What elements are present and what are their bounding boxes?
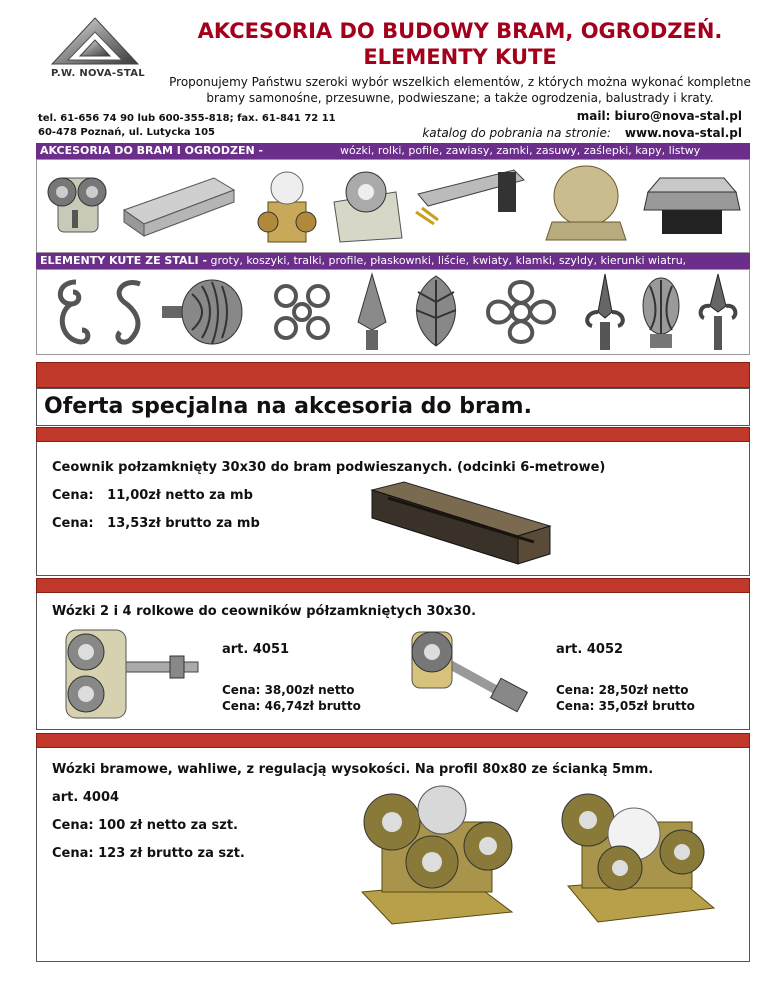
intro-text [160,74,760,106]
gate-roller-icon [252,162,322,248]
scroll-ornament-icon [46,274,96,350]
title-line-1: AKCESORIA DO BUDOWY BRAM, OGRODZEŃ. [197,19,723,43]
flower-ornament-icon [476,276,566,348]
divider-band [36,362,750,388]
gate-trolley-heading: Wózki bramowe, wahliwe, z regulacją wysokości. Na profil 80x80 ze ścianką 5mm. [52,762,654,777]
divider-band [36,578,750,593]
c-profile-rail-icon [118,170,240,242]
roller-trolley-icon [40,170,112,242]
forged-list: groty, koszyki, tralki, profile, płaskownki, liście, kwiaty, klamki, szyldy, kierunki wiatru, [210,254,687,267]
trolley-heading: Wózki 2 i 4 rolkowe do ceowników półzamkniętych 30x30. [52,604,477,619]
spear-fleur-icon [694,272,742,352]
title-line-2: ELEMENTY KUTE [363,45,557,69]
price-4004-net: Cena: 100 zł netto za szt. [52,818,238,833]
divider-band [36,427,750,442]
accessories-list: wózki, rolki, pofile, zawiasy, zamki, zasuwy, zaślepki, kapy, listwy [340,144,701,157]
forged-label: ELEMENTY KUTE ZE STALI - [40,254,208,267]
rosette-ornament-icon [262,276,342,348]
accessories-label: AKCESORIA DO BRAM I OGRODZEN - [40,144,264,157]
divider-band [36,733,750,748]
price-4052-net: Cena: 28,50zł netto [556,683,689,697]
contact-info [38,112,336,140]
art-4051: art. 4051 [222,642,290,657]
swing-trolley-icon [548,782,718,928]
trolley-4052-icon [398,622,544,722]
price-gross: 13,53zł brutto za mb [107,516,260,531]
address-text: 60-478 Poznań, ul. Lutycka 105 [38,127,216,138]
price-net: 11,00zł netto za mb [107,488,253,503]
price-4004-gross: Cena: 123 zł brutto za szt. [52,846,245,861]
finial-cone-icon [636,272,686,352]
price-label: Cena: [52,488,94,503]
price-4051-net: Cena: 38,00zł netto [222,683,355,697]
online-contact [422,108,742,142]
phone-text: tel. 61-656 74 90 lub 600-355-818; fax. 61-841 72 11 [38,113,336,124]
gate-wheel-bracket-icon [326,162,408,246]
price-label: Cena: [52,516,94,531]
website-link[interactable]: www.nova-stal.pl [624,126,742,140]
c-channel-icon [368,478,552,570]
offer-title: Oferta specjalna na akcesoria do bram. [44,394,532,419]
art-4052: art. 4052 [556,642,624,657]
price-net-row [52,488,253,503]
page-title [160,18,760,70]
leaf-ornament-icon [404,272,468,352]
spear-top-icon [350,272,394,352]
forged-elements-bar [36,253,750,269]
price-4052-gross: Cena: 35,05zł brutto [556,699,695,713]
channel-heading: Ceownik połzamknięty 30x30 do bram podwieszanych. (odcinki 6-metrowe) [52,460,606,475]
intro-line-1: Proponujemy Państwu szeroki wybór wszelkich elementów, z których można wykonać kompletne [169,75,751,89]
mail-link[interactable]: mail: biuro@nova-stal.pl [576,109,742,123]
gate-lock-icon [414,166,530,230]
intro-line-2: bramy samonośne, przesuwne, podwieszane; a także ogrodzenia, balustrady i kraty. [206,91,714,105]
logo-text: P.W. NOVA-STAL [51,68,145,79]
art-4004: art. 4004 [52,790,120,805]
post-cap-flat-icon [640,170,744,240]
price-4051-gross: Cena: 46,74zł brutto [222,699,361,713]
trolley-4051-icon [50,622,200,722]
fleur-de-lis-top-icon [580,272,630,352]
swing-trolley-icon [352,782,522,928]
s-scroll-ornament-icon [104,274,154,350]
accessories-bar [36,143,750,159]
post-cap-ball-icon [542,160,630,246]
catalog-label: katalog do pobrania na stronie: [422,126,611,140]
decorative-knob-icon [158,274,246,350]
price-gross-row [52,516,260,531]
